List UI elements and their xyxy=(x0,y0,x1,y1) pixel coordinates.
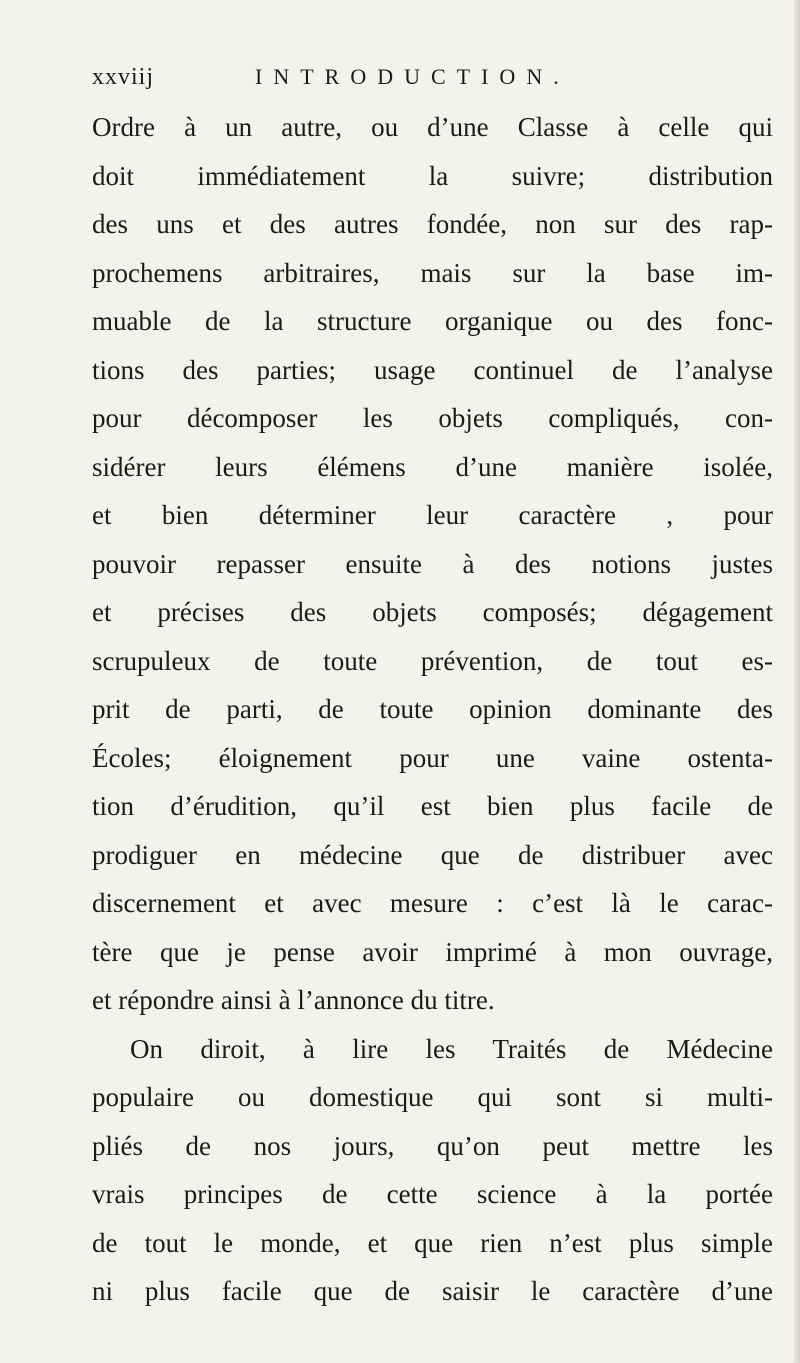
text-line: prit de parti, de toute opinion dominante des xyxy=(92,694,773,724)
text-line: prodiguer en médecine que de distribuer avec xyxy=(92,839,773,870)
page-edge xyxy=(794,0,800,1363)
text-line: discernement et avec mesure : c’est là le carac- xyxy=(92,888,773,918)
text-line: des uns et des autres fondée, non sur des rap- xyxy=(92,209,773,239)
text-line: et bien déterminer leur caractère , pour xyxy=(92,500,773,530)
text-line: Écoles; éloignement pour une vaine ostenta- xyxy=(92,742,773,773)
text-line: tions des parties; usage continuel de l’analyse xyxy=(92,354,773,385)
text-line: scrupuleux de toute prévention, de tout es- xyxy=(92,645,773,676)
text-line: vrais principes de cette science à la portée xyxy=(92,1179,773,1209)
section-title: INTRODUCTION. xyxy=(255,64,570,89)
text-line: sidérer leurs élémens d’une manière isolée, xyxy=(92,451,773,482)
paragraph-end-line: et répondre ainsi à l’annonce du titre. xyxy=(92,985,495,1015)
text-line: doit immédiatement la suivre; distribution xyxy=(92,160,773,191)
text-line: Ordre à un autre, ou d’une Classe à celle qui xyxy=(92,112,773,142)
text-line: pouvoir repasser ensuite à des notions justes xyxy=(92,548,773,579)
text-line: de tout le monde, et que rien n’est plus simple xyxy=(92,1227,773,1258)
text-line: populaire ou domestique qui sont si multi- xyxy=(92,1082,773,1112)
text-line: prochemens arbitraires, mais sur la base im- xyxy=(92,257,773,288)
text-line: ni plus facile que de saisir le caractère d’une xyxy=(92,1276,773,1306)
text-line: pliés de nos jours, qu’on peut mettre les xyxy=(92,1130,773,1161)
text-line: pour décomposer les objets compliqués, con- xyxy=(92,403,773,433)
text-line: et précises des objets composés; dégagement xyxy=(92,597,773,627)
body-text xyxy=(92,103,773,1316)
running-head xyxy=(92,60,732,96)
text-line: tère que je pense avoir imprimé à mon ouvrage, xyxy=(92,936,773,967)
text-line: tion d’érudition, qu’il est bien plus facile de xyxy=(92,791,773,821)
page-number: xxviij xyxy=(92,64,155,90)
paragraph-start-line: On diroit, à lire les Traités de Médecine xyxy=(130,1033,773,1064)
text-line: muable de la structure organique ou des fonc- xyxy=(92,306,773,336)
